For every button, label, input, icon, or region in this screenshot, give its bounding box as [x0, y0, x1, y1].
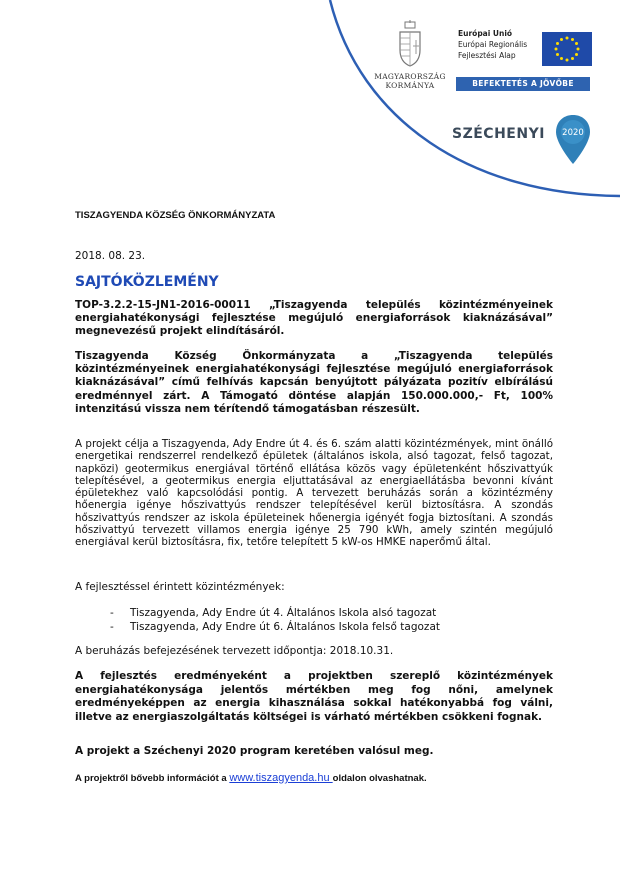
list-dash: - [110, 607, 114, 619]
organization-name: TISZAGYENDA KÖZSÉG ÖNKORMÁNYZATA [75, 210, 276, 221]
gov-logo-line2: KORMÁNYA [385, 81, 435, 90]
institutions-list [110, 606, 550, 634]
list-item [110, 606, 550, 620]
grant-paragraph: Tiszagyenda Község Önkormányzata a „Tiszagyenda település közintézményeinek energiahatékonysági fejlesztése megújuló energiaforrások kiaknázásával” című felhívás kapcsán benyújtott pályázata pozitív elbírálású eredménnyel zárt. A Támogató döntése alapján 150.000.000,- Ft, 100% intenzitású vissza nem térítendő támogatásban részesült. [75, 350, 553, 415]
eu-line1: Európai Unió [458, 29, 513, 38]
more-info-before: A projektről bővebb információt a [75, 773, 230, 784]
eu-banner: BEFEKTETÉS A JÖVŐBE [456, 77, 590, 91]
project-heading: TOP-3.2.2-15-JN1-2016-00011 „Tiszagyenda település közintézményeinek energiahatékonysági fejlesztése megújuló energiaforrások kiaknázásával” megnevezésű projekt elindításáról. [75, 299, 553, 337]
list-item-text: Tiszagyenda, Ady Endre út 4. Általános Iskola alsó tagozat [130, 607, 437, 619]
eu-line2: Európai Regionális [458, 40, 528, 49]
szechenyi-2020-pin-icon [555, 114, 591, 166]
list-item [110, 620, 550, 634]
more-info-after: oldalon olvashatnak. [332, 773, 427, 784]
website-link[interactable]: www.tiszagyenda.hu [229, 772, 333, 784]
affected-institutions-label: A fejlesztéssel érintett közintézmények: [75, 581, 285, 593]
list-item-text: Tiszagyenda, Ady Endre út 6. Általános Iskola felső tagozat [130, 621, 440, 633]
document-date: 2018. 08. 23. [75, 250, 146, 262]
eu-line3: Fejlesztési Alap [458, 51, 516, 60]
completion-date-paragraph: A beruházás befejezésének tervezett időpontja: 2018.10.31. [75, 645, 394, 657]
project-goal-paragraph: A projekt célja a Tiszagyenda, Ady Endre út 4. és 6. szám alatti közintézmények, mint önálló energetikai rendszerrel rendelkező épületek (általános iskola, alsó tagozat, felső tagozat, napközi) geotermikus energiával történő ellátása közös vagy épületenként hőszivattyúk telepítésével, a geotermikus energia eljuttatásával az energiaellátásba bevonni kívánt épületekhez való kapcsolódási pontig. A tervezett beruházás során a közintézmény hőenergia igénye hőszivattyús rendszer telepítésével kerül biztosításra. A szondás hőszivattyús rendszer az iskola épületeinek hőenergia igényét fogja biztosítani. A szondás hőszivattyú tervezett villamos energia igénye 25 790 kWh, amely szintén megújuló energiával kerül biztosításra, fix, tetőre telepített 5 kW-os HMKE naperőmű által. [75, 438, 553, 549]
list-dash: - [110, 621, 114, 633]
eu-flag-icon [542, 32, 592, 66]
eu-logo [458, 28, 592, 74]
eu-logo-text [458, 28, 540, 61]
more-info-paragraph [75, 772, 553, 784]
document-title: SAJTÓKÖZLEMÉNY [75, 274, 219, 290]
results-paragraph: A fejlesztés eredményeként a projektben szereplő közintézmények energiahatékonysága jelentős mértékben meg fog nőni, amelynek eredményeképpen az energia kihasználása sokkal hatékonyabbá fog válni, illetve az energiaszolgáltatás költségei is várható mértékben csökkeni fognak. [75, 670, 553, 724]
gov-logo-line1: MAGYARORSZÁG [374, 72, 446, 81]
szechenyi-year: 2020 [562, 128, 584, 138]
coat-of-arms-icon [396, 20, 424, 68]
hungarian-government-logo [370, 20, 450, 90]
program-paragraph: A projekt a Széchenyi 2020 program keretében valósul meg. [75, 745, 434, 757]
szechenyi-logo-text: SZÉCHENYI [452, 126, 545, 142]
